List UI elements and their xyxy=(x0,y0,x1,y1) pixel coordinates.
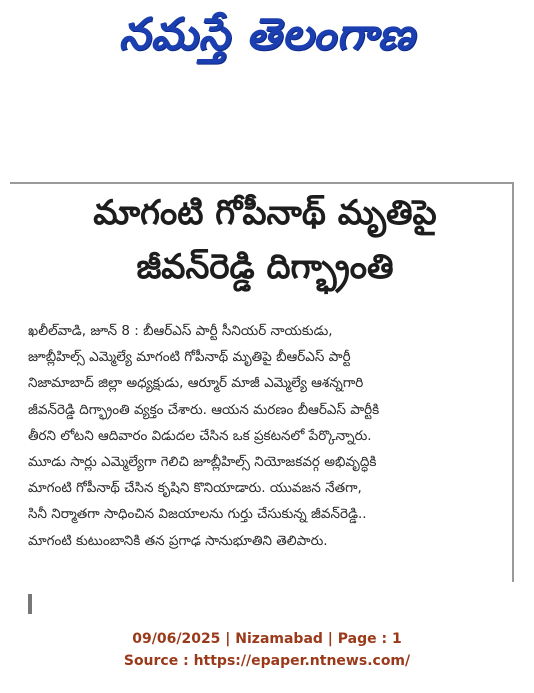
article-line: జూబ్లీహిల్స్ ఎమ్మెల్యే మాగంటి గోపీనాథ్ మృతిపై బీఆర్‌ఎస్ పార్టీ xyxy=(28,349,351,366)
clipping-border-top xyxy=(10,182,513,184)
article-line: మాగంటి కుటుంబానికి తన ప్రగాఢ సానుభూతిని తెలిపారు. xyxy=(28,532,328,549)
article-line: మాగంటి గోపీనాథ్ చేసిన కృషిని కొనియాడారు. యువజన నేతగా, xyxy=(28,480,362,497)
headline-line-1: మాగంటి గోపీనాథ్ మృతిపై xyxy=(93,193,437,233)
article-line: ఖలీల్‌వాడి, జూన్ 8 : బీఆర్‌ఎస్ పార్టీ సీనియర్ నాయకుడు, xyxy=(28,323,333,339)
article-headline xyxy=(20,186,510,294)
article-line: సినీ నిర్మాతగా సాధించిన విజయాలను గుర్తు చేసుకున్న జీవన్‌రెడ్డి.. xyxy=(28,506,367,523)
article-line: జీవన్‌రెడ్డి దిగ్భ్రాంతి వ్యక్తం చేశారు. ఆయన మరణం బీఆర్‌ఎస్ పార్టీకి xyxy=(28,401,380,418)
source-footer xyxy=(0,628,534,672)
article-line: తీరని లోటని ఆదివారం విడుదల చేసిన ఒక ప్రకటనలో పేర్కొన్నారు. xyxy=(28,427,372,444)
headline-line-2: జీవన్‌రెడ్డి దిగ్భ్రాంతి xyxy=(136,247,394,287)
clip-mark xyxy=(28,594,32,614)
article-line: నిజామాబాద్ జిల్లా అధ్యక్షుడు, ఆర్మూర్ మాజీ ఎమ్మెల్యే ఆశన్నగారి xyxy=(28,375,364,392)
newspaper-title: నమస్తే తెలంగాణ xyxy=(118,9,416,60)
clipping-border-right xyxy=(512,182,514,582)
article-body xyxy=(28,318,498,554)
source-link[interactable]: Source : https://epaper.ntnews.com/ xyxy=(123,653,411,669)
edition-info: 09/06/2025 | Nizamabad | Page : 1 xyxy=(132,631,402,647)
masthead xyxy=(0,0,534,80)
article-line: మూడు సార్లు ఎమ్మెల్యేగా గెలిచి జూబ్లీహిల్స్ నియోజకవర్గ అభివృద్ధికి xyxy=(28,454,377,471)
